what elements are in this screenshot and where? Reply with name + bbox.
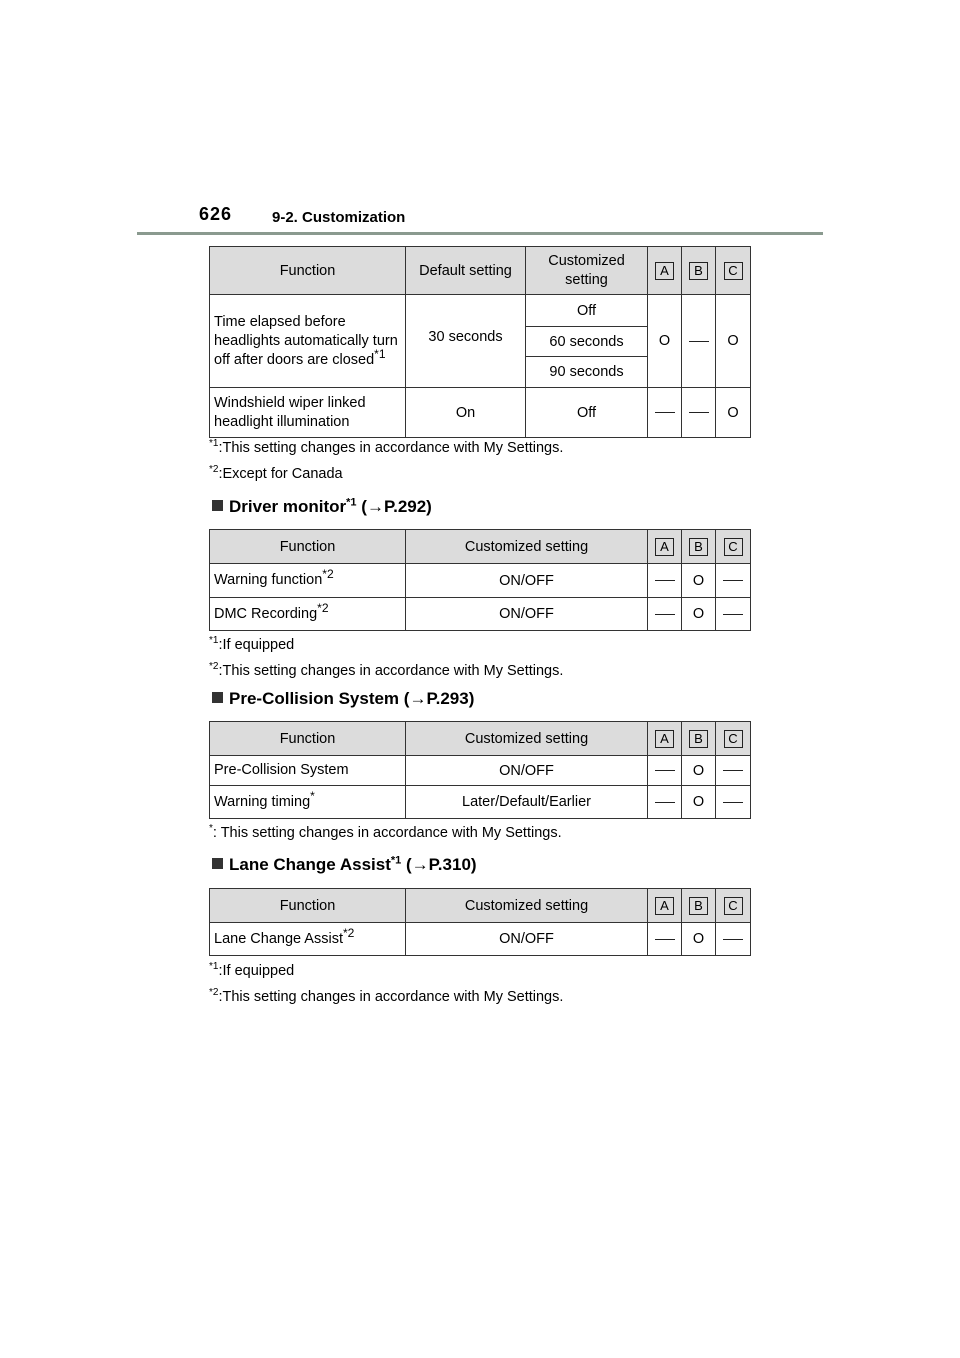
column-c-cell — [716, 923, 751, 956]
customized-setting-cell: ON/OFF — [406, 923, 648, 956]
default-setting-header: Default setting — [406, 247, 526, 295]
footnote: $^{*1}$:If equipped — [209, 961, 295, 979]
dash-mark — [655, 412, 675, 413]
column-b-header: B — [682, 722, 716, 756]
column-c-cell: O — [716, 388, 751, 438]
function-cell: Windshield wiper linked headlight illumination — [210, 388, 406, 438]
dash-mark — [655, 580, 675, 581]
column-c-header: C — [716, 722, 751, 756]
table-row — [210, 388, 751, 438]
function-cell: Pre-Collision System — [210, 756, 406, 786]
column-b-cell: O — [682, 923, 716, 956]
dash-mark — [723, 580, 743, 581]
column-a-header: A — [648, 247, 682, 295]
page-number: 626 — [199, 204, 233, 224]
column-a-cell — [648, 923, 682, 956]
customized-setting-header: Customized setting — [526, 247, 648, 295]
dash-mark — [723, 614, 743, 615]
customized-setting-cell: ON/OFF — [406, 564, 648, 598]
column-c-cell — [716, 786, 751, 819]
column-c-cell — [716, 756, 751, 786]
lane-change-assist-heading: Lane Change Assist$^{*1}$ (→P.310) — [212, 855, 477, 875]
column-a-header: A — [648, 722, 682, 756]
table-header-row — [210, 722, 751, 756]
footnote: $^{*2}$:This setting changes in accordance with My Settings. — [209, 661, 564, 679]
column-b-cell: O — [682, 786, 716, 819]
square-bullet-icon — [212, 692, 223, 703]
table-row — [210, 295, 751, 327]
column-b-header: B — [682, 247, 716, 295]
customized-setting-header: Customized setting — [406, 530, 648, 564]
dash-mark — [689, 412, 709, 413]
column-c-cell: O — [716, 295, 751, 388]
column-c-header: C — [716, 247, 751, 295]
column-a-cell — [648, 598, 682, 631]
footnote: $^{*2}$:Except for Canada — [209, 464, 343, 482]
dash-mark — [723, 939, 743, 940]
column-c-header: C — [716, 889, 751, 923]
table-row — [210, 786, 751, 819]
footnote: $^{*1}$:This setting changes in accordance with My Settings. — [209, 438, 564, 456]
table-header-row — [210, 530, 751, 564]
option-cell: Off — [526, 295, 648, 327]
dash-mark — [723, 770, 743, 771]
column-c-cell — [716, 564, 751, 598]
function-cell: Time elapsed before headlights automatically turn off after doors are closed$^{*1}$ — [210, 295, 406, 388]
footnote: *: This setting changes in accordance with My Settings. — [209, 823, 562, 841]
table-row — [210, 564, 751, 598]
footnote: $^{*2}$:This setting changes in accordance with My Settings. — [209, 987, 564, 1005]
headlight-settings-table — [209, 246, 751, 438]
column-b-cell — [682, 295, 716, 388]
customized-setting-cell: ON/OFF — [406, 598, 648, 631]
column-a-header: A — [648, 530, 682, 564]
dash-mark — [655, 802, 675, 803]
column-a-cell — [648, 388, 682, 438]
section-title: 9-2. Customization — [272, 209, 406, 226]
column-a-cell — [648, 786, 682, 819]
function-cell: Lane Change Assist$^{*2}$ — [210, 923, 406, 956]
function-cell: Warning timing* — [210, 786, 406, 819]
dash-mark — [655, 614, 675, 615]
function-header: Function — [210, 722, 406, 756]
footnote: $^{*1}$:If equipped — [209, 635, 295, 653]
column-b-cell: O — [682, 564, 716, 598]
column-c-cell — [716, 598, 751, 631]
table-header-row — [210, 247, 751, 295]
column-b-header: B — [682, 889, 716, 923]
option-cell: 60 seconds — [526, 327, 648, 357]
function-header: Function — [210, 889, 406, 923]
column-c-header: C — [716, 530, 751, 564]
dash-mark — [689, 341, 709, 342]
column-a-cell: O — [648, 295, 682, 388]
header-divider — [137, 232, 823, 235]
table-row — [210, 923, 751, 956]
customized-setting-cell: Off — [526, 388, 648, 438]
square-bullet-icon — [212, 500, 223, 511]
column-b-cell: O — [682, 598, 716, 631]
table-row — [210, 756, 751, 786]
function-header: Function — [210, 247, 406, 295]
dash-mark — [655, 770, 675, 771]
dash-mark — [655, 939, 675, 940]
customized-setting-header: Customized setting — [406, 722, 648, 756]
function-cell: DMC Recording$^{*2}$ — [210, 598, 406, 631]
column-b-cell: O — [682, 756, 716, 786]
column-a-header: A — [648, 889, 682, 923]
pre-collision-table — [209, 721, 751, 819]
option-cell: 90 seconds — [526, 357, 648, 388]
customized-setting-cell: Later/Default/Earlier — [406, 786, 648, 819]
table-header-row — [210, 889, 751, 923]
driver-monitor-heading: Driver monitor$^{*1}$ (→P.292) — [212, 497, 432, 517]
table-row — [210, 598, 751, 631]
square-bullet-icon — [212, 858, 223, 869]
customized-setting-header: Customized setting — [406, 889, 648, 923]
dash-mark — [723, 802, 743, 803]
column-a-cell — [648, 756, 682, 786]
default-setting-cell: On — [406, 388, 526, 438]
lane-change-assist-table — [209, 888, 751, 956]
customized-setting-cell: ON/OFF — [406, 756, 648, 786]
function-header: Function — [210, 530, 406, 564]
column-b-cell — [682, 388, 716, 438]
default-setting-cell: 30 seconds — [406, 295, 526, 388]
pre-collision-heading: Pre-Collision System (→P.293) — [212, 689, 474, 709]
driver-monitor-table — [209, 529, 751, 631]
column-a-cell — [648, 564, 682, 598]
function-cell: Warning function$^{*2}$ — [210, 564, 406, 598]
column-b-header: B — [682, 530, 716, 564]
